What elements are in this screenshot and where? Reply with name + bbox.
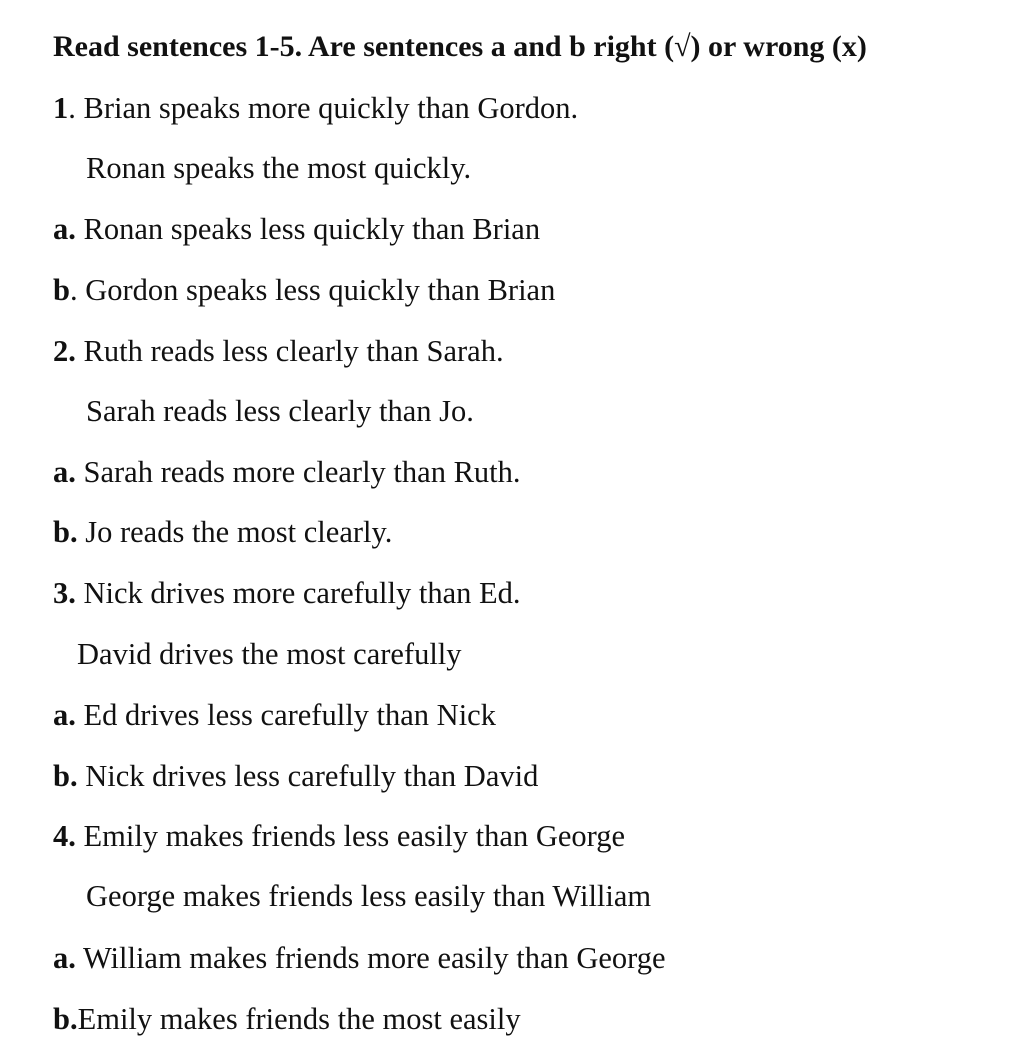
sentence-text: Ronan speaks less quickly than Brian bbox=[83, 212, 541, 246]
item-separator bbox=[76, 212, 84, 246]
item-separator bbox=[76, 455, 84, 489]
option-letter: b. bbox=[53, 515, 78, 549]
sentence-3-option-a bbox=[53, 697, 496, 733]
item-number: 1 bbox=[53, 91, 69, 125]
option-letter: a. bbox=[53, 455, 76, 489]
item-separator bbox=[76, 819, 84, 853]
item-separator bbox=[76, 941, 83, 975]
sentence-text: Ruth reads less clearly than Sarah. bbox=[83, 334, 504, 368]
item-separator: . bbox=[69, 273, 86, 307]
sentence-3-line-2 bbox=[77, 636, 462, 672]
sentence-text: David drives the most carefully bbox=[77, 637, 462, 671]
sentence-1-line-1 bbox=[53, 90, 578, 126]
sentence-2-line-1 bbox=[53, 333, 504, 369]
item-number: 3. bbox=[53, 576, 76, 610]
sentence-4-option-b bbox=[53, 1001, 521, 1037]
sentence-1-option-a bbox=[53, 211, 540, 247]
sentence-text: Sarah reads more clearly than Ruth. bbox=[83, 455, 521, 489]
sentence-text: William makes friends more easily than George bbox=[82, 941, 666, 975]
sentence-text: Sarah reads less clearly than Jo. bbox=[86, 394, 474, 428]
sentence-4-option-a bbox=[53, 940, 666, 976]
item-number: 4. bbox=[53, 819, 76, 853]
sentence-text: Nick drives more carefully than Ed. bbox=[83, 576, 521, 610]
option-letter: b. bbox=[53, 1002, 78, 1036]
option-letter: a. bbox=[53, 941, 76, 975]
sentence-text: Ronan speaks the most quickly. bbox=[86, 151, 472, 185]
item-separator: . bbox=[68, 91, 84, 125]
sentence-text: Jo reads the most clearly. bbox=[85, 515, 393, 549]
item-separator bbox=[76, 698, 84, 732]
item-separator bbox=[76, 576, 84, 610]
option-letter: b bbox=[53, 273, 70, 307]
sentence-text: Ed drives less carefully than Nick bbox=[83, 698, 496, 732]
sentence-3-option-b bbox=[53, 758, 538, 794]
sentence-2-option-b bbox=[53, 514, 392, 550]
sentence-text: Nick drives less carefully than David bbox=[85, 759, 539, 793]
sentence-3-line-1 bbox=[53, 575, 521, 611]
sentence-2-option-a bbox=[53, 454, 521, 490]
exercise-heading: Read sentences 1-5. Are sentences a and b right (√) or wrong (x) bbox=[53, 30, 867, 63]
sentence-4-line-2 bbox=[86, 878, 651, 914]
sentence-1-option-b bbox=[53, 272, 555, 308]
option-letter: a. bbox=[53, 212, 76, 246]
sentence-1-line-2 bbox=[86, 150, 471, 186]
sentence-2-line-2 bbox=[86, 393, 474, 429]
sentence-text: Emily makes friends the most easily bbox=[77, 1002, 521, 1036]
sentence-text: George makes friends less easily than William bbox=[86, 879, 652, 913]
option-letter: b. bbox=[53, 759, 78, 793]
option-letter: a. bbox=[53, 698, 76, 732]
sentence-4-line-1 bbox=[53, 818, 625, 854]
item-number: 2. bbox=[53, 334, 76, 368]
sentence-text: Emily makes friends less easily than George bbox=[83, 819, 626, 853]
sentence-text: Brian speaks more quickly than Gordon. bbox=[83, 91, 579, 125]
sentence-text: Gordon speaks less quickly than Brian bbox=[85, 273, 556, 307]
item-separator bbox=[76, 334, 84, 368]
